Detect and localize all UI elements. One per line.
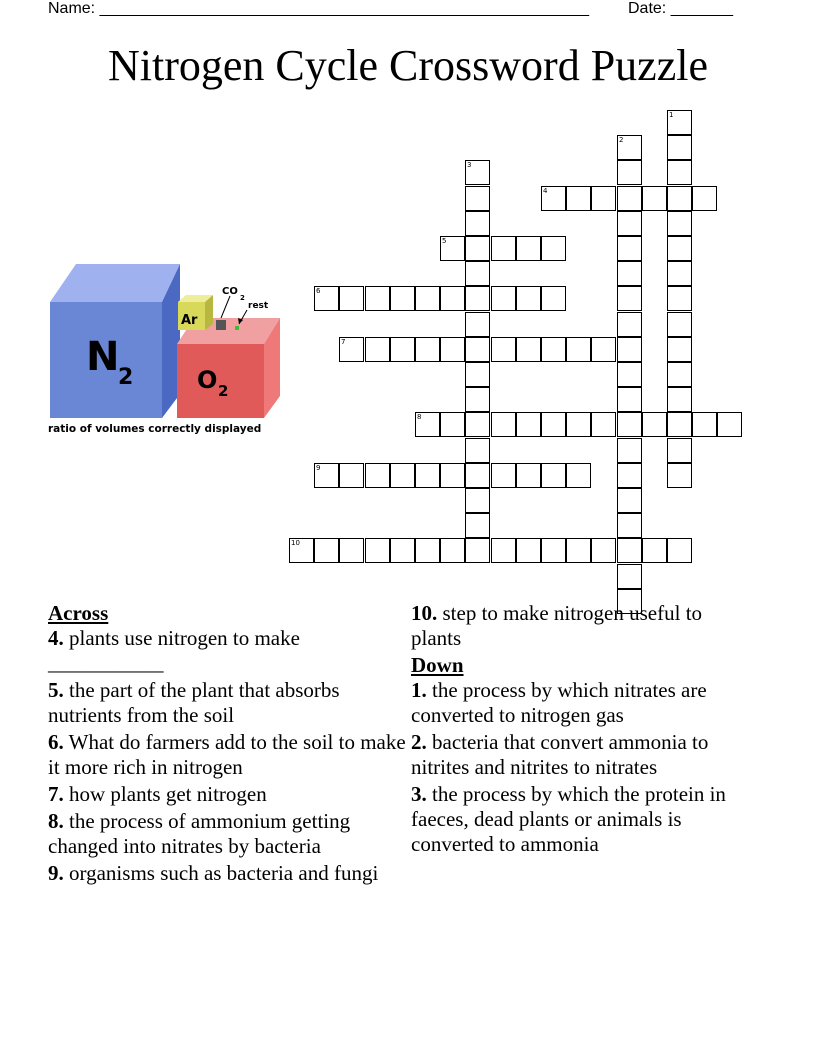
clue-number: 2	[619, 136, 624, 144]
crossword-cell[interactable]	[667, 312, 692, 337]
down-heading: Down	[411, 653, 464, 677]
crossword-cell[interactable]	[617, 312, 642, 337]
crossword-cell[interactable]	[465, 513, 490, 538]
crossword-cell[interactable]	[339, 538, 364, 563]
crossword-cell[interactable]	[465, 387, 490, 412]
crossword-cell[interactable]	[617, 513, 642, 538]
crossword-cell[interactable]	[516, 286, 541, 311]
o2-label: O	[197, 366, 218, 394]
crossword-cell[interactable]	[440, 337, 465, 362]
down-clue	[411, 678, 751, 728]
date-field-label: Date: _______	[628, 0, 733, 17]
crossword-cell[interactable]	[516, 538, 541, 563]
crossword-cell[interactable]	[465, 211, 490, 236]
crossword-cell[interactable]	[667, 387, 692, 412]
crossword-cell[interactable]	[617, 488, 642, 513]
crossword-cell[interactable]	[465, 186, 490, 211]
crossword-cell[interactable]	[667, 362, 692, 387]
crossword-cell[interactable]	[314, 463, 339, 488]
clue-number-label: 6.	[48, 730, 64, 754]
crossword-cell[interactable]	[667, 160, 692, 185]
crossword-cell[interactable]	[465, 438, 490, 463]
crossword-cell[interactable]	[339, 286, 364, 311]
crossword-cell[interactable]	[465, 463, 490, 488]
crossword-cell[interactable]	[617, 211, 642, 236]
crossword-cell[interactable]	[491, 412, 516, 437]
crossword-cell[interactable]	[617, 412, 642, 437]
crossword-cell[interactable]	[617, 286, 642, 311]
crossword-cell[interactable]	[415, 337, 440, 362]
crossword-cell[interactable]	[642, 186, 667, 211]
across-clue	[411, 601, 751, 651]
crossword-cell[interactable]	[365, 286, 390, 311]
crossword-cell[interactable]	[365, 337, 390, 362]
crossword-cell[interactable]	[491, 337, 516, 362]
crossword-cell[interactable]	[541, 463, 566, 488]
crossword-cell[interactable]	[617, 463, 642, 488]
crossword-cell[interactable]	[491, 538, 516, 563]
clue-text: the part of the plant that absorbs nutrients from the soil	[48, 678, 340, 727]
clue-text: step to make nitrogen useful to plants	[411, 601, 703, 650]
crossword-cell[interactable]	[566, 463, 591, 488]
clue-number: 3	[467, 161, 472, 169]
crossword-cell[interactable]	[541, 412, 566, 437]
crossword-cell[interactable]	[591, 538, 616, 563]
clue-number: 4	[543, 187, 548, 195]
crossword-cell[interactable]	[339, 463, 364, 488]
crossword-cell[interactable]	[390, 337, 415, 362]
crossword-cell[interactable]	[390, 538, 415, 563]
n2-subscript: 2	[118, 365, 134, 390]
clue-text: plants use nitrogen to make ___________	[48, 626, 300, 675]
crossword-cell[interactable]	[465, 286, 490, 311]
crossword-cell[interactable]	[717, 412, 742, 437]
crossword-cell[interactable]	[541, 538, 566, 563]
crossword-cell[interactable]	[516, 236, 541, 261]
clue-number-label: 4.	[48, 626, 64, 650]
crossword-cell[interactable]	[566, 186, 591, 211]
crossword-cell[interactable]	[642, 412, 667, 437]
rest-label: rest	[248, 301, 269, 311]
clues-column-right	[411, 601, 751, 859]
clue-number: 9	[316, 464, 321, 472]
crossword-cell[interactable]	[591, 412, 616, 437]
across-clue	[48, 782, 408, 807]
crossword-cell[interactable]	[465, 236, 490, 261]
clue-text: the process by which nitrates are converted to nitrogen gas	[411, 678, 707, 727]
crossword-cell[interactable]	[667, 186, 692, 211]
across-clue	[48, 626, 408, 676]
clue-number-label: 7.	[48, 782, 64, 806]
crossword-cell[interactable]	[465, 312, 490, 337]
clue-number: 8	[417, 413, 422, 421]
crossword-cell[interactable]	[465, 362, 490, 387]
crossword-cell[interactable]	[415, 538, 440, 563]
crossword-cell[interactable]	[667, 135, 692, 160]
crossword-cell[interactable]	[289, 538, 314, 563]
crossword-cell[interactable]	[465, 538, 490, 563]
crossword-cell[interactable]	[541, 337, 566, 362]
across-clue	[48, 678, 408, 728]
crossword-cell[interactable]	[440, 412, 465, 437]
clue-number: 1	[669, 111, 674, 119]
crossword-cell[interactable]	[440, 236, 465, 261]
clue-number: 10	[291, 539, 300, 547]
crossword-cell[interactable]	[667, 211, 692, 236]
crossword-cell[interactable]	[516, 337, 541, 362]
clue-number-label: 1.	[411, 678, 427, 702]
crossword-cell[interactable]	[566, 412, 591, 437]
crossword-cell[interactable]	[617, 186, 642, 211]
clue-number-label: 3.	[411, 782, 427, 806]
figure-caption: ratio of volumes correctly displayed	[48, 423, 262, 435]
crossword-cell[interactable]	[692, 412, 717, 437]
crossword-cell[interactable]	[314, 286, 339, 311]
clue-text: organisms such as bacteria and fungi	[63, 861, 379, 885]
across-clue	[48, 809, 408, 859]
across-heading: Across	[48, 601, 109, 625]
crossword-cell[interactable]	[541, 236, 566, 261]
crossword-cell[interactable]	[415, 286, 440, 311]
crossword-cell[interactable]	[541, 286, 566, 311]
crossword-cell[interactable]	[339, 337, 364, 362]
n2-label: N	[86, 334, 120, 380]
crossword-cell[interactable]	[314, 538, 339, 563]
ar-label: Ar	[181, 313, 198, 328]
crossword-cell[interactable]	[617, 236, 642, 261]
crossword-cell[interactable]	[667, 463, 692, 488]
crossword-cell[interactable]	[491, 463, 516, 488]
crossword-cell[interactable]	[617, 135, 642, 160]
crossword-cell[interactable]	[667, 236, 692, 261]
crossword-cell[interactable]	[617, 261, 642, 286]
crossword-cell[interactable]	[516, 463, 541, 488]
clue-number-label: 9.	[48, 861, 64, 885]
crossword-cell[interactable]	[667, 261, 692, 286]
o2-subscript: 2	[218, 382, 229, 400]
crossword-cell[interactable]	[617, 564, 642, 589]
down-clue	[411, 730, 751, 780]
crossword-cell[interactable]	[465, 412, 490, 437]
name-field-label: Name: _______________________________________________________	[48, 0, 589, 17]
crossword-cell[interactable]	[541, 186, 566, 211]
clue-text: bacteria that convert ammonia to nitrites and nitrites to nitrates	[411, 730, 709, 779]
crossword-cell[interactable]	[465, 488, 490, 513]
crossword-cell[interactable]	[617, 438, 642, 463]
crossword-cell[interactable]	[365, 538, 390, 563]
crossword-cell[interactable]	[591, 186, 616, 211]
crossword-cell[interactable]	[516, 412, 541, 437]
crossword-cell[interactable]	[491, 286, 516, 311]
crossword-cell[interactable]	[415, 412, 440, 437]
crossword-cell[interactable]	[390, 463, 415, 488]
crossword-cell[interactable]	[566, 337, 591, 362]
across-clue	[48, 861, 408, 886]
clue-number: 6	[316, 287, 321, 295]
crossword-cell[interactable]	[667, 110, 692, 135]
crossword-cell[interactable]	[667, 412, 692, 437]
crossword-cell[interactable]	[440, 286, 465, 311]
crossword-cell[interactable]	[566, 538, 591, 563]
crossword-cell[interactable]	[692, 186, 717, 211]
clue-number: 7	[341, 338, 346, 346]
clue-text: the process by which the protein in faeces, dead plants or animals is converted to ammonia	[411, 782, 726, 856]
crossword-cell[interactable]	[667, 538, 692, 563]
clue-text: the process of ammonium getting changed into nitrates by bacteria	[48, 809, 351, 858]
down-clue	[411, 782, 751, 857]
crossword-cell[interactable]	[667, 438, 692, 463]
crossword-cell[interactable]	[415, 463, 440, 488]
co2-label: CO	[222, 286, 238, 297]
crossword-cell[interactable]	[617, 387, 642, 412]
crossword-cell[interactable]	[365, 463, 390, 488]
crossword-cell[interactable]	[642, 538, 667, 563]
crossword-cell[interactable]	[465, 160, 490, 185]
crossword-cell[interactable]	[440, 463, 465, 488]
crossword-cell[interactable]	[440, 538, 465, 563]
clue-number-label: 10.	[411, 601, 438, 625]
crossword-cell[interactable]	[617, 337, 642, 362]
clue-text: how plants get nitrogen	[63, 782, 267, 806]
crossword-cell[interactable]	[465, 261, 490, 286]
clues-column-left	[48, 601, 408, 888]
crossword-cell[interactable]	[617, 362, 642, 387]
clue-number-label: 2.	[411, 730, 427, 754]
crossword-cell[interactable]	[591, 337, 616, 362]
crossword-cell[interactable]	[617, 160, 642, 185]
clue-number-label: 8.	[48, 809, 64, 833]
page-title: Nitrogen Cycle Crossword Puzzle	[108, 41, 708, 90]
clue-number: 5	[442, 237, 447, 245]
crossword-cell[interactable]	[667, 286, 692, 311]
co2-subscript: 2	[240, 294, 245, 302]
crossword-cell[interactable]	[617, 538, 642, 563]
clue-text: What do farmers add to the soil to make it more rich in nitrogen	[48, 730, 406, 779]
clue-number-label: 5.	[48, 678, 64, 702]
crossword-cell[interactable]	[491, 236, 516, 261]
crossword-cell[interactable]	[390, 286, 415, 311]
crossword-cell[interactable]	[465, 337, 490, 362]
crossword-cell[interactable]	[667, 337, 692, 362]
across-clue	[48, 730, 408, 780]
